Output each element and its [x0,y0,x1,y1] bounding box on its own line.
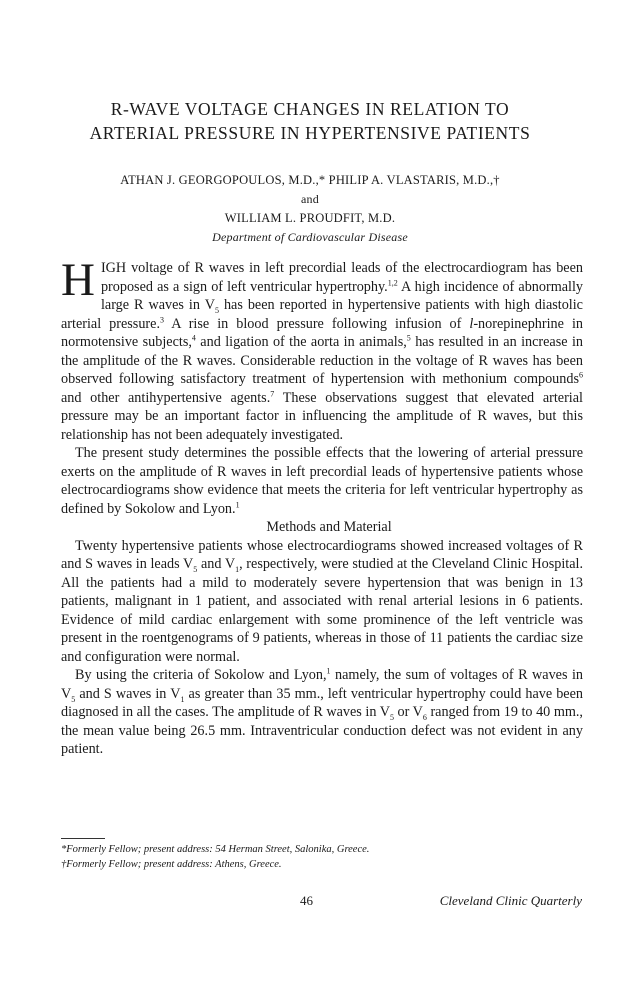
title-line-1: R-WAVE VOLTAGE CHANGES IN RELATION TO [110,99,510,119]
section-heading-methods: Methods and Material [266,519,392,535]
citation: 1,2 [387,277,398,287]
authors-line-2: WILLIAM L. PROUDFIT, M.D. [224,211,396,225]
methods-paragraph-1: Twenty hypertensive patients whose electrocardiograms showed increased voltages of R and S waves in leads $V_5$ and $V_1$, respectively, were studied at the Cleveland Clinic Hospital. All the patients had a mild to moderately severe hypertension that was benign in 13 patients, malignant in 1 patient, and associated with renal arterial lesions in 6 patients. Evidence of mild cardiac enlargement with some prominence of the left ventricle was present in the roentgenograms of 9 patients, whereas in those of 11 patients the cardiac size and configuration were normal. [61,537,583,665]
title-line-2: ARTERIAL PRESSURE IN HYPERTENSIVE PATIENTS [89,123,531,143]
citation: 4 [191,333,196,343]
footnotes [61,842,581,872]
authors-line-1: ATHAN J. GEORGOPOULOS, M.D.,* PHILIP A. VLASTARIS, M.D.,† [120,173,500,187]
article-title [40,97,580,145]
citation: 1 [235,499,240,509]
journal-name: Cleveland Clinic Quarterly [439,893,582,908]
citation: 1 [326,666,331,676]
citation: 5 [406,333,411,343]
citation: 6 [579,370,583,380]
citation: 7 [270,388,275,398]
methods-paragraph-2: By using the criteria of Sokolow and Lyon,$^1$ namely, the sum of voltages of R waves in $V_5$ and S waves in $V_1$ as greater than 35 mm., left ventricular hypertrophy could have been diagnosed in all the cases. The amplitude of R waves in $V_5$ or $V_6$ ranged from 19 to 40 mm., the mean value being 26.5 mm. Intraventricular conduction defect was not evident in any patient. [61,666,583,757]
authors-and: and [301,192,319,206]
author-block [40,171,580,247]
footnote-1: *Formerly Fellow; present address: 54 Herman Street, Salonika, Greece. [61,844,370,855]
footnote-divider [61,838,105,839]
citation: 3 [160,314,164,324]
page-number: 46 [300,893,313,908]
drop-cap: H [61,254,95,306]
footnote-2: †Formerly Fellow; present address: Athens, Greece. [61,859,282,870]
department: Department of Cardiovascular Disease [212,230,408,244]
intro-paragraph-1: HIGH voltage of R waves in left precordial leads of the electrocardiogram has been proposed as a sign of left ventricular hypertrophy.$^{1,2}$ A high incidence of abnormally large R waves in $V_5$ has been reported in hypertensive patients with high diastolic arterial pressure.$^3$ A rise in blood pressure following infusion of l-norepinephrine in normotensive subjects,$^4$ and ligation of the aorta in animals,$^5$ has resulted in an increase in the amplitude of the R waves. Considerable reduction in the voltage of R waves has been observed following satisfactory treatment of hypertension with methonium compounds$^6$ and other antihypertensive agents.$^7$ These observations suggest that elevated arterial pressure may be an important factor in influencing the amplitude of R waves, but this relationship has not been adequately investigated. [61,254,584,443]
intro-paragraph-2: The present study determines the possible effects that the lowering of arterial pressure exerts on the amplitude of R waves in left precordial leads of hypertensive patients whose electrocardiograms show evidence that meets the criteria for left ventricular hypertrophy as defined by Sokolow and Lyon.$^1$ [61,445,583,517]
article-body [61,254,584,759]
